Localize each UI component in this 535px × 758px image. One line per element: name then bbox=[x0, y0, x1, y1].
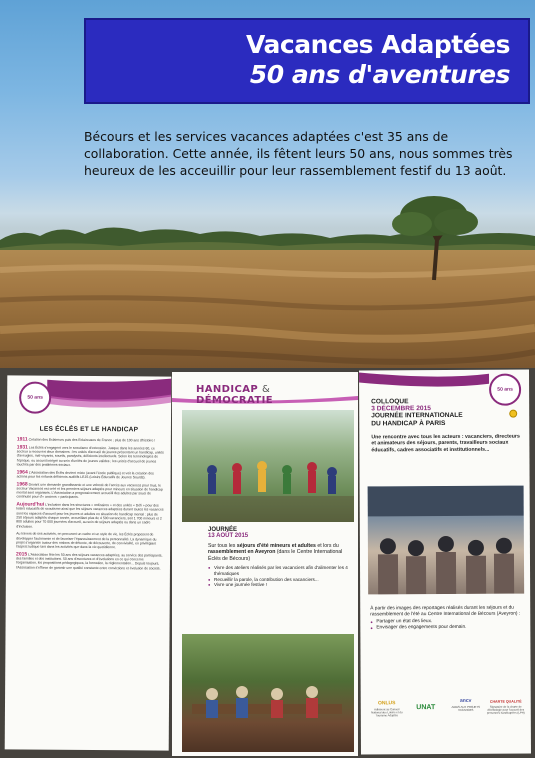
group-photo-outdoor bbox=[182, 410, 354, 522]
timeline bbox=[16, 438, 165, 574]
list-item: ● Envisager des engagements pour demain. bbox=[370, 625, 524, 632]
timeline-entry: 1968 Devant une demande grandissante et une volonté de l'accès aux vacances pour tous, le secteur Vacances est créé et les premiers séjours adaptés pour mineurs en situation de handicap mental sont organisés. L'Association a progressivement accueilli des adultes par souci de continuité pour d'« anciens » participants. bbox=[16, 481, 163, 500]
title-banner bbox=[84, 18, 530, 104]
brochure-panel-right bbox=[359, 370, 531, 755]
section-header bbox=[186, 378, 346, 406]
left-panel-title: LES ÉCLÉS ET LE HANDICAP bbox=[39, 425, 139, 434]
list-item: ● Recueillir la parole, la contribution des vacanciers... bbox=[208, 577, 348, 583]
50-ans-badge: 50 ans bbox=[489, 374, 521, 406]
charte-qualite-logo: CHARTE QUALITÉ Signataire de la charte de déontologie pour l'accueil des personnes handicapées (LPH) bbox=[486, 699, 525, 716]
colloque-date: 3 DÉCEMBRE 2015 bbox=[371, 405, 431, 413]
handicap-democratie-title: HANDICAP & DÉMOCRATIE bbox=[196, 384, 273, 406]
colloque-bullets bbox=[370, 619, 524, 632]
timeline-entry: 2015 L'Association fête les 50 ans des séjours vacances adaptées, au service des participants, des familles et des institutions. 50 ans d'aventures et d'évolutions en ce qui concerne l'organisation, les propositions pédagogiques, la formation, la réglementation... Depuis toujours, l'Association s'efforce de garantir une qualité constante entre convictions et évolution de société. bbox=[15, 551, 163, 571]
colloque-block bbox=[371, 398, 521, 454]
colloque-text: Une rencontre avec tous les acteurs : vacanciers, directeurs et animateurs des séjours, parents, travailleurs sociaux éducatifs, cadres associatifs et institutionnels... bbox=[371, 433, 520, 454]
timeline-entry: 1931 Les Éclés s'engagent vers le scoutisme d'extension. Jusque dans les années 60, ce secteur a recouvert deux domaines : les unités d'accueil de jeunes présentant un handicap, unités d'aveugles, mal-voyants, sourds, paralysés, déficients intellectuels. Selon les terminologies de l'époque, ou accueil intégré au sein d'unités de jeunes valides ; les unités d'accueil de jeunes touchés par des problèmes sociaux. bbox=[16, 444, 164, 467]
landscape-photo bbox=[0, 0, 535, 368]
lone-tree-graphic bbox=[382, 190, 492, 282]
timeline-entry: Au travers de ses activités, en procurant un cadre et un style de vie, les Éclés proposent de développer l'autonomie et de favoriser l'épanouissement de la personnalité. La dynamique du projet s'organise autour des notions de détente, de découverte, de convivialité, en privilégiant l'aspect ludique tant dans les activités que dans la vie quotidienne. bbox=[16, 531, 157, 550]
timeline-entry: 1911 Création des Eclaireurs puis des Eclaireuses de France ; plus de 100 ans d'histoire ! bbox=[16, 436, 156, 443]
journee-block bbox=[208, 527, 348, 588]
onlus-logo: ONLUS Adhérent au Conseil National des Loisirs et du Tourisme Adaptés bbox=[371, 700, 403, 718]
list-item: ● Partager un état des lieux. bbox=[370, 619, 524, 626]
journee-text: Sur tous les séjours d'été mineurs et adultes et lors du rassemblement en Aveyron (dans le Centre International Éclés de Bécours) bbox=[208, 543, 343, 562]
list-item: ● Vivre des ateliers réalisés par les vacanciers afin d'alimenter les 4 thématiques bbox=[208, 565, 348, 576]
colloque-label: COLLOQUE bbox=[371, 398, 409, 406]
partner-logos bbox=[369, 696, 525, 747]
group-photo-picnic bbox=[182, 634, 354, 752]
unat-logo: UNAT bbox=[416, 704, 436, 712]
title-line-2: 50 ans d'aventures bbox=[249, 60, 510, 89]
brochure-panel-center bbox=[172, 372, 358, 756]
50-ans-badge: 50 ans bbox=[19, 382, 51, 414]
colloque-title-1: JOURNÉE INTERNATIONALE bbox=[371, 411, 463, 420]
colloque-lower-block bbox=[370, 606, 524, 632]
conference-photo bbox=[368, 486, 525, 595]
timeline-entry: Aujourd'hui L'inclusion dans les structures « ordinaires » et des unités « Défi » pour des loisirs éducatifs de scoutisme ainsi que les séjours vacances adaptées durant toutes les vacances sont les espaces d'accueil pour les jeunes et adultes en situation de handicap mental : plus de 250 séjours adaptés chaque année, accueillant plus de 4 500 vacanciers, soit 1 700 mineurs et 2 800 adultes pour 70 000 journées d'accueil, au sein de séjours adaptés ou dans un cadre d'inclusion. bbox=[16, 501, 164, 529]
intro-text: Bécours et les services vacances adaptées c'est 35 ans de collaboration. Cette année, ils fêtent leurs 50 ans, nous sommes très heureux de les acceuillir pour leur rassemblement festif du 13 août. bbox=[84, 129, 513, 178]
title-line-1: Vacances Adaptées bbox=[246, 30, 510, 59]
page-title bbox=[246, 30, 510, 90]
colloque-title-2: DU HANDICAP À PARIS bbox=[371, 419, 446, 428]
journee-label: JOURNÉE bbox=[208, 527, 238, 533]
list-item: ● Vivre une journée festive ! bbox=[208, 582, 348, 588]
timeline-entry: 1964 L'Association des Éclés devient mixte (avant l'école publique) et voit la création des actions pour les enfants déficients auditifs LEJS (Loisirs Éducatifs de Jeunes Sourds). bbox=[16, 469, 154, 480]
journee-bullets bbox=[208, 565, 348, 588]
colloque-lower-text: À partir des images des reportages réalisés durant les séjours et du rassemblement de l'été au Centre International de Bécours (Aveyron) : bbox=[370, 605, 521, 618]
brochure-panel-left bbox=[5, 375, 172, 750]
brochure bbox=[0, 368, 535, 758]
journee-date: 13 AOÛT 2015 bbox=[208, 533, 249, 539]
ancv-logo: ancv AIDES AUX PROJETS VACANCES bbox=[451, 697, 480, 713]
